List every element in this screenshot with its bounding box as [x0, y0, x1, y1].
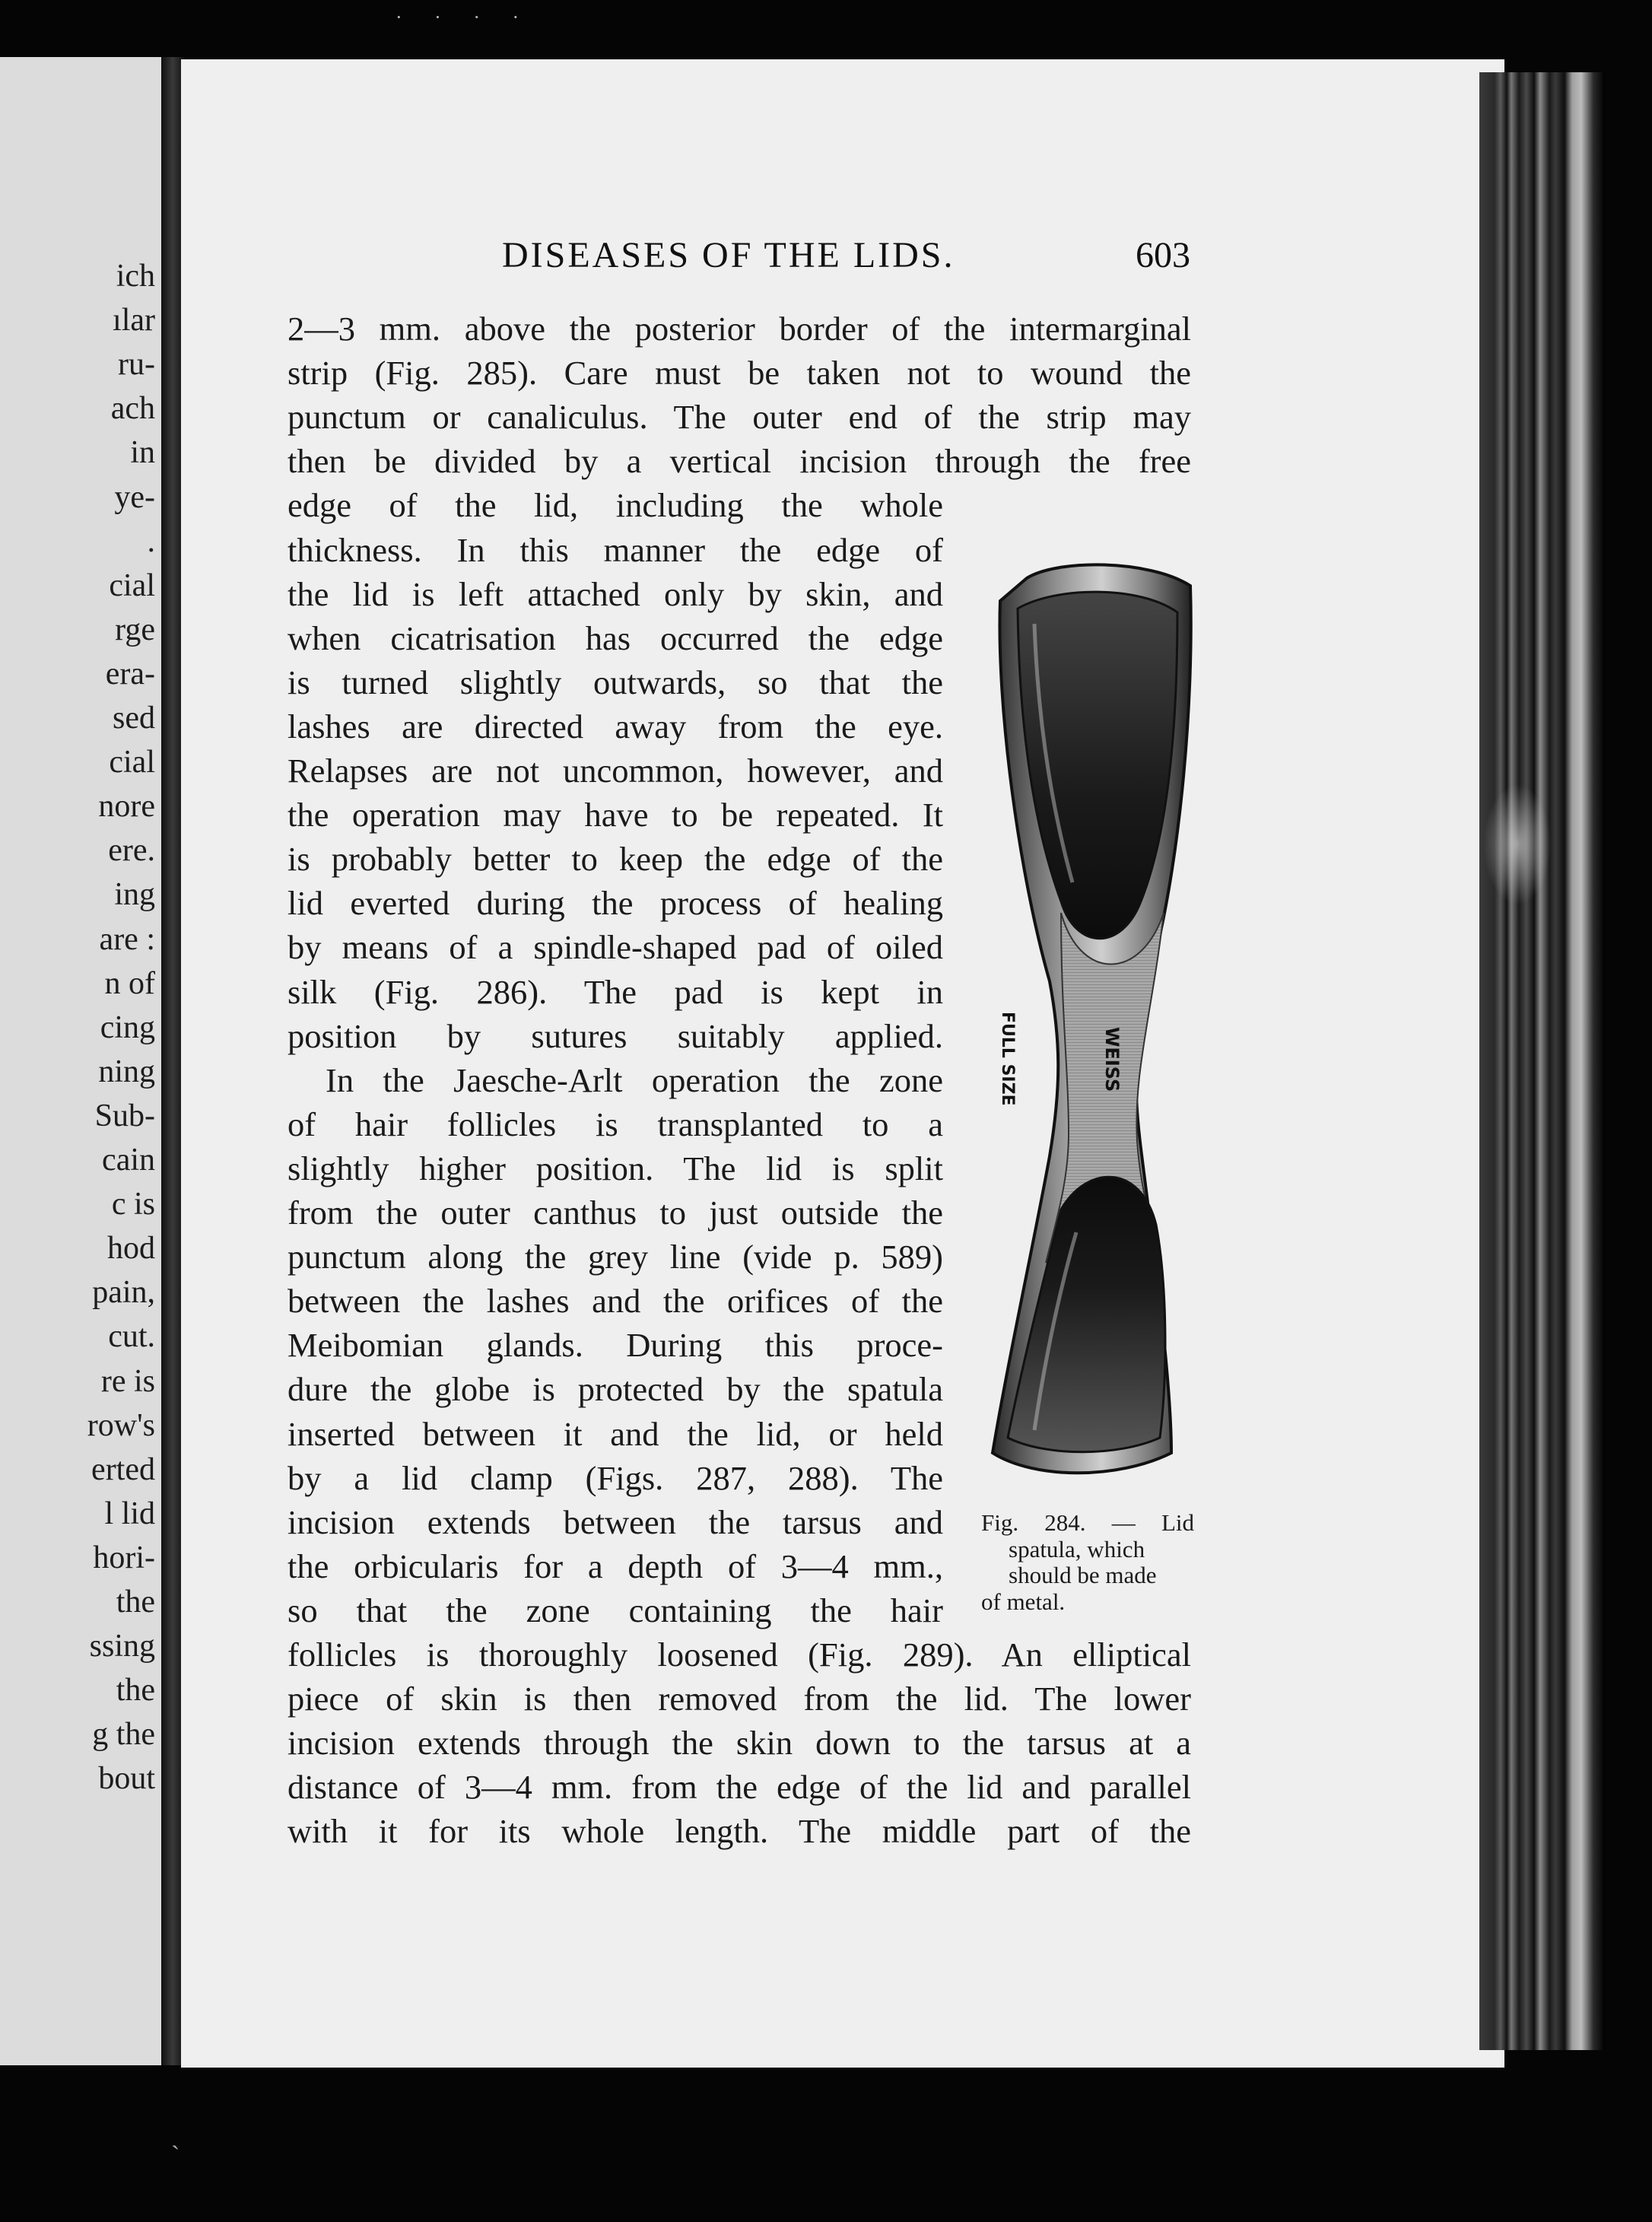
body-line: between the lashes and the orifices of the [288, 1282, 943, 1321]
body-line: is turned slightly outwards, so that the [288, 663, 943, 701]
body-line: from the outer canthus to just outside the [288, 1194, 943, 1232]
left-page-fragment: nore [98, 789, 155, 825]
left-page-fragment: row's [87, 1407, 155, 1443]
label-weiss: WEISS [1101, 1027, 1123, 1092]
body-line: distance of 3—4 mm. from the edge of the lid and parallel [288, 1768, 1191, 1807]
caption-line: Fig. 284. — Lid [981, 1509, 1194, 1536]
body-line: punctum or canaliculus. The outer end of the strip may [288, 398, 1191, 437]
body-line: then be divided by a vertical incision through the free [288, 442, 1191, 481]
body-line: of hair follicles is transplanted to a [288, 1105, 943, 1143]
left-page-fragment: in [130, 435, 155, 471]
left-page-fragment: bout [98, 1761, 155, 1797]
page-number: 603 [1136, 235, 1190, 275]
body-line: the orbicularis for a depth of 3—4 mm., [288, 1546, 943, 1585]
left-page-fragment: ere. [108, 833, 155, 869]
label-full-size: FULL SIZE [998, 1012, 1017, 1106]
body-line: by a lid clamp (Figs. 287, 288). The [288, 1458, 943, 1497]
body-line: Meibomian glands. During this proce- [288, 1326, 943, 1365]
body-line: lid everted during the process of healing [288, 884, 943, 923]
left-page-fragment: cial [109, 745, 155, 780]
body-line: piece of skin is then removed from the lid. The lower [288, 1680, 1191, 1718]
left-page-fragment: rge [115, 612, 155, 647]
left-page-fragment: ru- [118, 347, 155, 383]
body-line: Relapses are not uncommon, however, and [288, 752, 943, 790]
left-page-fragment: the [116, 1673, 155, 1709]
body-line: so that the zone containing the hair [288, 1591, 943, 1629]
body-line: strip (Fig. 285). Care must be taken not to wound the [288, 354, 1191, 393]
left-page-fragment: sed [113, 701, 155, 736]
body-line: lashes are directed away from the eye. [288, 707, 943, 745]
body-line: follicles is thoroughly loosened (Fig. 289). An elliptical [288, 1636, 1191, 1674]
left-page-fragment: cut. [108, 1319, 155, 1355]
figure-caption [981, 1510, 1194, 1616]
body-line: is probably better to keep the edge of the [288, 840, 943, 879]
left-page-fragment: are : [99, 921, 155, 957]
edge-glare [1483, 784, 1552, 905]
page-edges [1479, 72, 1605, 2050]
left-page-fragment: cing [100, 1009, 155, 1045]
left-page-fragment: cain [102, 1143, 155, 1178]
body-line: punctum along the grey line (vide p. 589) [288, 1238, 943, 1276]
body-line: the lid is left attached only by skin, and [288, 574, 943, 613]
left-page-fragment: hori- [93, 1540, 155, 1575]
left-page-fragment: era- [105, 656, 155, 691]
left-page-fragment: Sub- [94, 1098, 155, 1133]
left-page-fragment: ılar [113, 303, 155, 339]
body-line: dure the globe is protected by the spatula [288, 1370, 943, 1409]
caption-line: of metal. [981, 1588, 1066, 1616]
left-page-fragment: cial [109, 567, 155, 603]
left-page-fragment: ye- [114, 479, 155, 515]
left-page-fragment: ich [116, 259, 155, 294]
left-page-fragment: hod [107, 1231, 155, 1267]
body-line: inserted between it and the lid, or held [288, 1414, 943, 1453]
scan-mark: ` [171, 2141, 180, 2170]
left-page-fragment: g the [92, 1717, 155, 1753]
left-page-fragment: n of [104, 965, 155, 1001]
body-line: incision extends between the tarsus and [288, 1502, 943, 1541]
left-page-fragment: the [116, 1585, 155, 1620]
left-facing-page [0, 57, 161, 2065]
body-line: 2—3 mm. above the posterior border of the intermarginal [288, 310, 1191, 348]
body-line: In the Jaesche-Arlt operation the zone [326, 1060, 943, 1099]
body-line: when cicatrisation has occurred the edge [288, 618, 943, 657]
left-page-fragment: ach [110, 391, 155, 427]
body-line: slightly higher position. The lid is split [288, 1149, 943, 1187]
left-page-fragment: c is [111, 1187, 155, 1222]
body-line: position by sutures suitably applied. [288, 1016, 943, 1055]
left-page-fragment: ing [114, 877, 155, 913]
left-page-fragment: re is [100, 1363, 155, 1399]
body-line: the operation may have to be repeated. It [288, 796, 943, 834]
caption-line: spatula, which [1009, 1535, 1145, 1562]
body-line: thickness. In this manner the edge of [288, 530, 943, 569]
left-page-fragment: l lid [104, 1496, 155, 1531]
body-line: edge of the lid, including the whole [288, 486, 943, 525]
left-page-fragment: . [147, 523, 155, 559]
scan-specks: · · · · [396, 6, 533, 28]
running-title: DISEASES OF THE LIDS. [502, 235, 955, 275]
body-line: incision extends through the skin down to the tarsus at a [288, 1724, 1191, 1763]
figure-lid-spatula [989, 555, 1202, 1499]
caption-line: should be made [1009, 1562, 1157, 1589]
body-line: by means of a spindle-shaped pad of oiled [288, 928, 943, 967]
spatula-illustration [989, 555, 1202, 1499]
left-page-fragment: ning [98, 1054, 155, 1089]
left-page-fragment: pain, [92, 1275, 155, 1311]
left-page-fragment: ssing [89, 1629, 155, 1664]
left-page-fragment: erted [91, 1451, 155, 1487]
body-line: with it for its whole length. The middle part of the [288, 1812, 1191, 1851]
body-line: silk (Fig. 286). The pad is kept in [288, 972, 943, 1011]
